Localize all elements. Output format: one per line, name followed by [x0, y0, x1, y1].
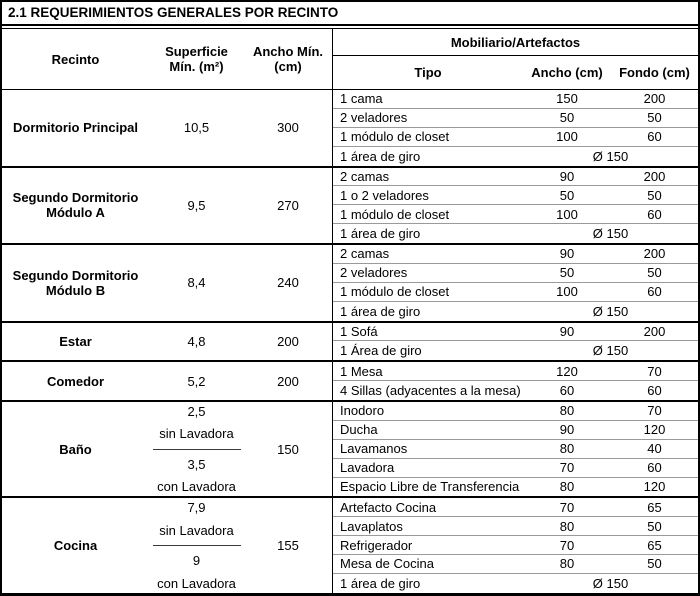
item-tipo: 2 veladores: [340, 110, 408, 126]
item-fondo-value: 65: [647, 537, 662, 553]
ancho-min-value: 300: [277, 120, 299, 136]
superficie-min-value: 9,5: [187, 197, 206, 213]
item-tipo: 1 área de giro: [340, 226, 421, 242]
col-header-tipo: Tipo: [414, 65, 442, 80]
item-tipo: 2 camas: [340, 168, 390, 184]
superficie-min-value: 10,5: [183, 120, 210, 136]
item-tipo: 1 o 2 veladores: [340, 187, 429, 203]
mobiliario-row: [333, 362, 698, 381]
mobiliario-row: [333, 555, 698, 574]
superficie-bottom-label: con Lavadora: [157, 479, 236, 495]
ancho-min-value: 200: [277, 333, 299, 349]
superficie-bottom-value: 9: [192, 553, 201, 569]
item-fondo-value: 60: [647, 284, 662, 300]
item-ancho-value: 150: [556, 91, 578, 107]
recinto-name: Segundo Dormitorio Módulo B: [12, 267, 139, 298]
recinto-name: Dormitorio Principal: [13, 120, 138, 136]
mobiliario-row: [333, 323, 698, 342]
mobiliario-row: [333, 168, 698, 187]
item-ancho-value: 90: [559, 323, 575, 339]
item-fondo-value: 60: [647, 206, 662, 222]
item-tipo: 1 Sofá: [340, 323, 378, 339]
col-header-fondo-cm: Fondo (cm): [619, 65, 690, 80]
recinto-block: [2, 321, 698, 361]
item-fondo-value: 40: [647, 441, 662, 457]
superficie-top-value: 2,5: [187, 404, 206, 419]
item-fondo-value: 50: [647, 265, 662, 281]
item-fondo-value: 70: [647, 363, 662, 379]
item-fondo-value: 60: [647, 129, 662, 145]
item-fondo-value: 120: [643, 479, 666, 495]
item-diameter-value: Ø 150: [592, 148, 629, 164]
mobiliario-row: [333, 381, 698, 400]
item-fondo-value: 200: [643, 91, 666, 107]
mobiliario-row: [333, 186, 698, 205]
item-fondo-value: 50: [647, 556, 662, 572]
mobiliario-row: [333, 341, 698, 360]
item-fondo-value: 200: [643, 323, 666, 339]
item-diameter-value: Ø 150: [592, 226, 629, 242]
item-tipo: Lavamanos: [340, 441, 408, 457]
item-tipo: 1 área de giro: [340, 575, 421, 591]
item-ancho-value: 80: [559, 556, 575, 572]
col-header-ancho-cm: Ancho (cm): [531, 65, 603, 80]
item-fondo-value: 120: [643, 422, 666, 438]
item-tipo: Lavadora: [340, 460, 395, 476]
item-ancho-value: 100: [556, 206, 578, 222]
recinto-name: Baño: [59, 441, 92, 457]
superficie-bottom-label: con Lavadora: [157, 575, 236, 591]
col-header-superficie-line1: Superficie: [165, 44, 228, 59]
col-header-ancho-min-line2: (cm): [274, 59, 302, 74]
ancho-min-value: 155: [277, 538, 299, 554]
mobiliario-row: [333, 498, 698, 517]
mobiliario-list: [332, 498, 698, 592]
item-fondo-value: 200: [643, 246, 666, 262]
item-fondo-value: 200: [643, 168, 666, 184]
mobiliario-list: [332, 402, 698, 496]
mobiliario-row: [333, 90, 698, 109]
recinto-block: [2, 360, 698, 400]
ancho-min-value: 240: [277, 275, 299, 291]
col-header-ancho-min: [244, 29, 332, 89]
mobiliario-row: [333, 128, 698, 147]
item-tipo: 1 área de giro: [340, 148, 421, 164]
item-tipo: 2 veladores: [340, 265, 408, 281]
recinto-name: Comedor: [46, 373, 105, 389]
col-header-superficie-line2: Mín. (m²): [169, 59, 224, 74]
recinto-name: Estar: [59, 333, 92, 349]
item-ancho-value: 100: [556, 129, 578, 145]
mobiliario-row: [333, 147, 698, 166]
item-tipo: 1 Mesa: [340, 363, 383, 379]
mobiliario-row: [333, 302, 698, 321]
item-ancho-value: 60: [559, 383, 575, 399]
item-ancho-value: 80: [559, 403, 575, 419]
table-header: [2, 29, 698, 90]
ancho-min-value: 270: [277, 197, 299, 213]
item-ancho-value: 50: [559, 187, 575, 203]
col-header-superficie: [149, 29, 244, 89]
item-tipo: Refrigerador: [340, 537, 413, 553]
mobiliario-list: [332, 90, 698, 166]
item-diameter-value: Ø 150: [592, 343, 629, 359]
item-tipo: Mesa de Cocina: [340, 556, 434, 572]
mobiliario-row: [333, 245, 698, 264]
item-diameter-value: Ø 150: [592, 575, 629, 591]
mobiliario-list: [332, 323, 698, 361]
item-tipo: 1 área de giro: [340, 303, 421, 319]
item-tipo: Espacio Libre de Transferencia: [340, 479, 520, 495]
superficie-top-label: sin Lavadora: [159, 522, 234, 538]
ancho-min-value: 150: [277, 441, 299, 457]
item-tipo: 1 cama: [340, 91, 383, 107]
col-header-ancho-min-line1: Ancho Mín.: [252, 44, 324, 59]
mobiliario-row: [333, 224, 698, 243]
item-fondo-value: 60: [647, 383, 662, 399]
mobiliario-row: [333, 440, 698, 459]
item-ancho-value: 70: [559, 499, 575, 515]
requirements-table: [2, 28, 698, 593]
item-tipo: 2 camas: [340, 246, 390, 262]
mobiliario-list: [332, 245, 698, 321]
mobiliario-row: [333, 205, 698, 224]
superficie-min-value: 5,2: [187, 373, 206, 389]
item-tipo: 4 Sillas (adyacentes a la mesa): [340, 383, 521, 399]
table-title: 2.1 REQUERIMIENTOS GENERALES POR RECINTO: [2, 2, 698, 26]
mobiliario-row: [333, 536, 698, 555]
superficie-min-cell: [149, 402, 244, 496]
item-fondo-value: 50: [647, 187, 662, 203]
superficie-min-value: 4,8: [187, 333, 206, 349]
recinto-block: [2, 400, 698, 496]
item-tipo: 1 módulo de closet: [340, 129, 450, 145]
item-ancho-value: 80: [559, 441, 575, 457]
recinto-block: [2, 496, 698, 592]
col-header-recinto: Recinto: [51, 51, 100, 67]
item-tipo: 1 módulo de closet: [340, 284, 450, 300]
item-ancho-value: 120: [556, 363, 578, 379]
item-fondo-value: 50: [647, 518, 662, 534]
recinto-block: [2, 90, 698, 166]
item-ancho-value: 100: [556, 284, 578, 300]
recinto-block: [2, 243, 698, 321]
mobiliario-list: [332, 362, 698, 400]
mobiliario-list: [332, 168, 698, 244]
item-diameter-value: Ø 150: [592, 303, 629, 319]
table-body: [2, 90, 698, 593]
superficie-min-value: 8,4: [187, 275, 206, 291]
item-ancho-value: 90: [559, 246, 575, 262]
item-fondo-value: 50: [647, 110, 662, 126]
superficie-divider: [153, 449, 241, 450]
item-tipo: Artefacto Cocina: [340, 499, 437, 515]
superficie-min-cell: [149, 498, 244, 592]
mobiliario-row: [333, 283, 698, 302]
item-tipo: 1 módulo de closet: [340, 206, 450, 222]
item-ancho-value: 70: [559, 537, 575, 553]
mobiliario-row: [333, 517, 698, 536]
item-fondo-value: 70: [647, 403, 662, 419]
mobiliario-subheader: [333, 56, 698, 89]
col-group-mobiliario: [332, 29, 698, 89]
item-ancho-value: 90: [559, 422, 575, 438]
item-fondo-value: 60: [647, 460, 662, 476]
superficie-divider: [153, 545, 241, 546]
mobiliario-row: [333, 264, 698, 283]
superficie-bottom-value: 3,5: [187, 457, 206, 473]
col-header-mobiliario: Mobiliario/Artefactos: [333, 29, 698, 56]
recinto-name: Cocina: [53, 538, 98, 554]
item-ancho-value: 50: [559, 265, 575, 281]
item-ancho-value: 90: [559, 168, 575, 184]
recinto-block: [2, 166, 698, 244]
mobiliario-row: [333, 459, 698, 478]
item-ancho-value: 80: [559, 518, 575, 534]
mobiliario-row: [333, 109, 698, 128]
ancho-min-value: 200: [277, 373, 299, 389]
item-fondo-value: 65: [647, 499, 662, 515]
item-ancho-value: 50: [559, 110, 575, 126]
item-tipo: Lavaplatos: [340, 518, 403, 534]
superficie-top-value: 7,9: [187, 500, 206, 516]
item-tipo: Inodoro: [340, 403, 385, 419]
mobiliario-row: [333, 478, 698, 497]
mobiliario-row: [333, 402, 698, 421]
recinto-name: Segundo Dormitorio Módulo A: [12, 190, 139, 221]
item-tipo: Ducha: [340, 422, 378, 438]
item-ancho-value: 80: [559, 479, 575, 495]
item-ancho-value: 70: [559, 460, 575, 476]
mobiliario-row: [333, 421, 698, 440]
mobiliario-row: [333, 574, 698, 593]
item-tipo: 1 Área de giro: [340, 343, 422, 359]
superficie-top-label: sin Lavadora: [159, 426, 234, 442]
